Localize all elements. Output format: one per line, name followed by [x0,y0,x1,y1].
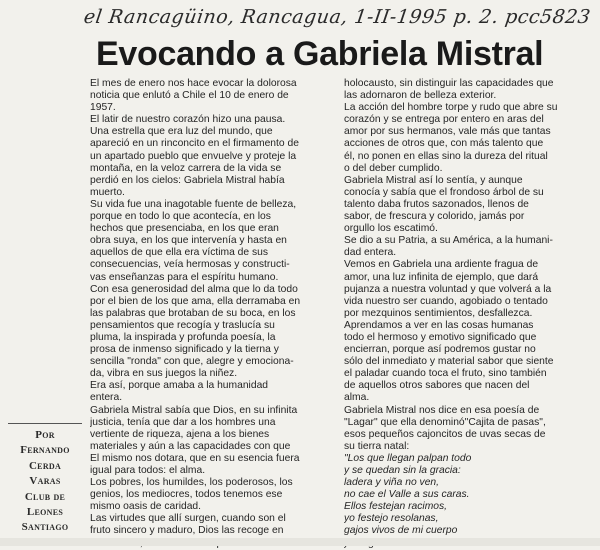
text-line: igual para todos: el alma. [90,465,206,476]
text-line: Aprendamos a ver en las cosas humanas [344,319,534,331]
text-line: Con esa generosidad del alma que lo da todo [90,283,298,295]
text-line: genios, los mediocres, todos tenemos ese [90,489,283,501]
text-line: pensamientos que recogía y traslucía su [90,319,275,331]
text-line: yo festejo resolanas, [344,513,439,525]
text-line: "Lagar" que ella denominó"Cajita de pasas", [344,416,546,428]
text-line: dad entera. [344,247,397,259]
text-line: no cae el Valle a sus caras. [344,489,470,501]
text-line: amor por sus hermanos, vale más que tantas [344,126,551,138]
text-line: La acción del hombre torpe y rudo que abre su [344,102,558,114]
article-column-1 [90,78,336,550]
byline-line: Por [35,429,55,441]
text-line: corazón y se entrega por entero en aras del [344,114,544,126]
text-line: Era así, porque amaba a la humanidad [90,380,269,392]
text-line: Las virtudes que allí surgen, cuando son el [90,513,286,525]
text-line: apareció en un rinconcito en el firmamento de [90,138,299,150]
text-line: encierran, porque así podremos gustar no [344,344,536,356]
page-bottom-edge [0,538,600,546]
article-column-2 [344,78,590,550]
text-line: un apartado pueblo que envuelve y proteje la [90,150,297,162]
text-line: Una estrella que era luz del mundo, que [90,126,273,138]
byline-line: Cerda [28,459,62,472]
text-line: las palabras que brotaban de su boca, en los [90,307,296,319]
text-line: talento daba frutos sazonados, llenos de [344,198,529,210]
text-line: "Los que llegan palpan todo [344,452,472,464]
text-line: él, no ponen en ellas sino la dureza del ritual [344,150,548,162]
text-line: gajos vivos de mi cuerpo [344,525,458,537]
text-line: Se dio a su Patria, a su América, a la humani- [344,235,553,247]
text-line: acciones de otros que, con más talento que [344,138,544,150]
text-line: y se quedan sin la gracia: [344,465,461,476]
text-line: esos pequeños cajoncitos de uvas secas de [344,428,546,440]
handwritten-source-annotation: el Rancagüino, Rancagua, 1-II-1995 p. 2. pcc5823 [82,6,593,28]
text-line: todo el hermoso y emotivo significado que [344,331,537,343]
text-line: El latir de nuestro corazón hizo una pausa. [90,114,286,126]
text-line: El mismo nos dotara, que en su esencia fuera [90,452,300,464]
text-line: consecuencias, veía hermosas y constructi- [90,259,290,271]
text-line: su tierra natal: [344,440,410,452]
text-line: perdió en los cielos: Gabriela Mistral había [90,174,285,186]
text-line: pluma, la inspirada y profunda poesía, la [90,331,276,343]
text-line: fruto sincero y maduro, Dios las recoge en [90,525,284,537]
text-line: entera. [90,392,123,404]
byline-line: Varas [29,475,61,488]
text-line: mismo oasis de caridad. [90,501,202,513]
text-line: de aquellos otros sabores que nacen del [344,380,530,392]
text-line: Gabriela Mistral sabía que Dios, en su infinita [90,404,298,416]
article-title: Evocando a Gabriela Mistral [96,35,544,73]
text-line: obra suya, en los que intervenía y hasta en [90,235,287,247]
author-byline [4,423,86,536]
text-line: sabor, de frescura y colorido, jamás por [344,211,525,223]
text-line: sencilla "ronda" con que, alegre y emociona- [90,356,294,368]
text-line: 1957. [90,102,116,114]
text-line: da, vibra en sus juegos la niñez. [90,368,238,380]
text-line: alma. [344,392,370,404]
byline-line: Fernando [20,444,70,457]
text-line: el paladar cuando toca el fruto, sino también [344,368,547,380]
text-line: muerto. [90,186,125,198]
byline-rule [8,423,82,424]
text-line: porque en todo lo que acontecía, en los [90,211,271,223]
text-line: conocía y sabía que el frondoso árbol de su [344,186,544,198]
text-line: vas enseñanzas para el espíritu humano. [90,271,279,283]
byline-line: Santiago [21,521,69,534]
text-line: Los pobres, los humildes, los poderosos, los [90,477,293,489]
text-line: orgullo los escatimó. [344,223,438,235]
text-line: por el bien de los que ama, ella derramaba en [90,295,301,307]
byline-line: Leones [26,506,64,519]
text-line: Vemos en Gabriela una ardiente fragua de [344,259,539,271]
text-line: El mes de enero nos hace evocar la dolorosa [90,78,297,89]
text-line: amor, una luz infinita de ejemplo, que dará [344,271,539,283]
text-line: materiales y aún a las capacidades con que [90,440,291,452]
text-line: justicia, tenía que dar a los hombres una [90,416,276,428]
text-line: Ellos festejan racimos, [344,501,448,513]
text-line: las adornaron de belleza exterior. [344,90,497,102]
text-line: ladera y viña no ven, [344,477,440,489]
text-line: prosa de inmenso significado y la tierna y [90,344,279,356]
text-line: o del deber cumplido. [344,162,443,174]
byline-line: Club de [24,490,66,503]
text-line: Gabriela Mistral nos dice en esa poesía de [344,404,540,416]
text-line: Su vida fue una inagotable fuente de belleza, [90,198,297,210]
text-line: vida nuestro ser cuando, agobiado o tentado [344,295,548,307]
text-line: sólo del inmediato y material sabor que siente [344,356,554,368]
text-line: montaña, en la veloz carrera de la vida se [90,162,282,174]
text-line: hechos que presenciaba, en los que eran [90,223,279,235]
text-line: por mezquinos sentimientos, desfallezca. [344,307,533,319]
text-line: vertiente de riqueza, ajena a los bienes [90,428,270,440]
text-line: pujanza a nuestra voluntad y que volverá a la [344,283,552,295]
text-line: holocausto, sin distinguir las capacidades que [344,78,554,89]
text-line: Gabriela Mistral así lo sentía, y aunque [344,174,523,186]
text-line: noticia que enlutó a Chile el 10 de enero de [90,90,289,102]
text-line: aquellos de que ella era víctima de sus [90,247,269,259]
